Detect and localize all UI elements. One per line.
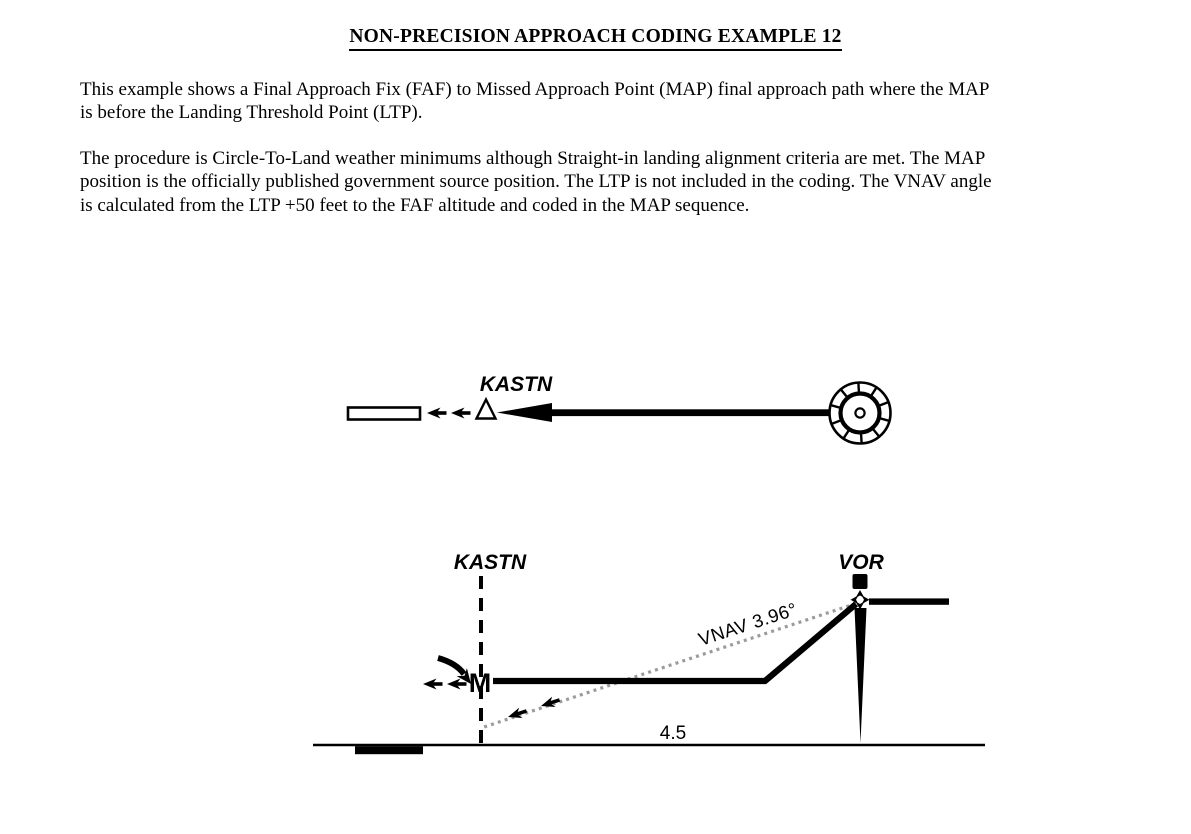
runway-profile-bar xyxy=(355,746,423,754)
vor-tower-icon xyxy=(855,608,867,743)
course-arrow-icon xyxy=(497,403,832,422)
page-title: NON-PRECISION APPROACH CODING EXAMPLE 12 xyxy=(349,26,841,51)
paragraph-2-line-2: position is the officially published government source position. The LTP is not included in the coding. The VNAV angle xyxy=(80,171,992,193)
flight-path-line xyxy=(493,604,856,681)
vnav-path-dotted-line xyxy=(484,604,856,728)
profile-view xyxy=(313,551,985,754)
paragraph-2-line-1: The procedure is Circle-To-Land weather minimums although Straight-in landing alignment criteria are met. The MAP xyxy=(80,148,986,169)
map-continuation-arrows-icon xyxy=(423,679,467,690)
vor-antenna-icon xyxy=(853,574,868,589)
paragraph-2-line-3: is calculated from the LTP +50 feet to the FAF altitude and coded in the MAP sequence. xyxy=(80,194,750,216)
profile-fix-label: KASTN xyxy=(453,551,527,574)
plan-view xyxy=(348,373,891,444)
approach-arrows-icon xyxy=(427,408,471,419)
fix-triangle-icon xyxy=(477,400,496,419)
distance-label: 4.5 xyxy=(659,723,687,744)
map-point-label: M xyxy=(468,668,492,698)
vor-level-bar xyxy=(869,598,949,604)
plan-fix-label: KASTN xyxy=(479,373,553,396)
paragraph-1-line-1: This example shows a Final Approach Fix (FAF) to Missed Approach Point (MAP) final approach path where the MAP xyxy=(80,79,990,100)
profile-vor-label: VOR xyxy=(838,551,884,574)
runway-symbol xyxy=(348,408,420,420)
vor-compass-rose-icon xyxy=(830,383,891,444)
paragraph-1-line-2: is before the Landing Threshold Point (LTP). xyxy=(80,102,423,124)
vnav-angle-label: VNAV 3.96° xyxy=(695,598,800,650)
